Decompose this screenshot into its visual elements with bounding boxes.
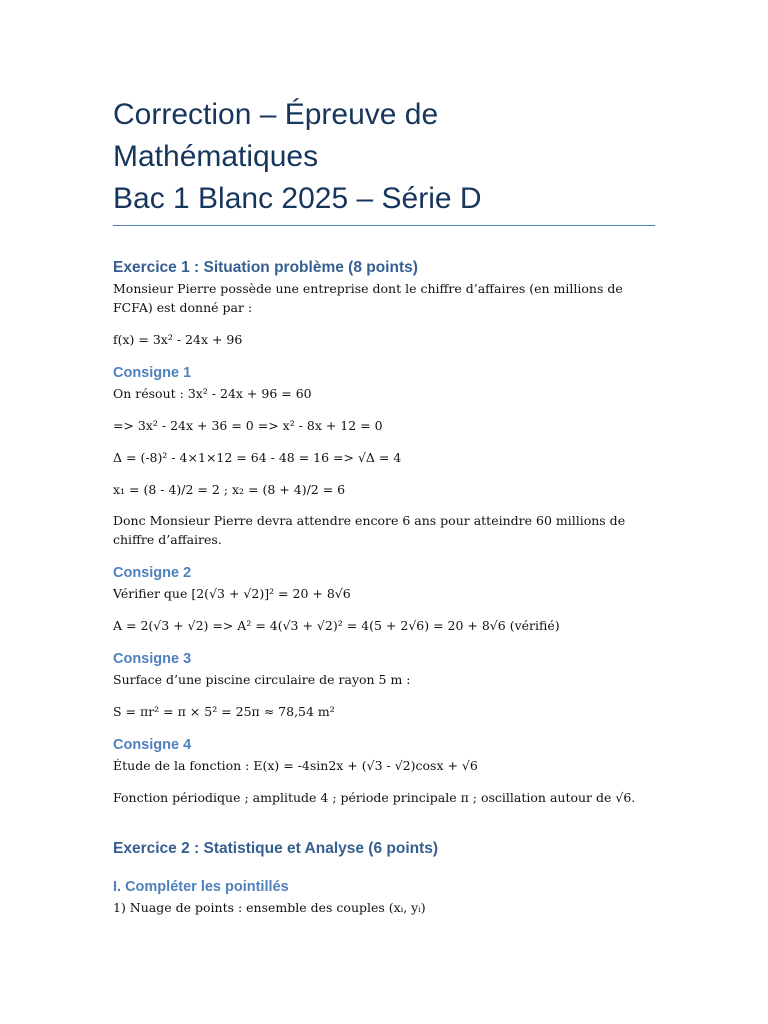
consigne-1-heading: Consigne 1 xyxy=(113,365,192,381)
consigne-1-line: => 3x² - 24x + 36 = 0 => x² - 8x + 12 = 0 xyxy=(113,418,383,433)
consigne-2-line: Vérifier que [2(√3 + √2)]² = 20 + 8√6 xyxy=(113,586,351,601)
exercise-1-heading: Exercice 1 : Situation problème (8 points) xyxy=(113,259,418,276)
consigne-4-heading: Consigne 4 xyxy=(113,737,192,753)
document-title xyxy=(113,94,658,220)
consigne-1-line: Δ = (-8)² - 4×1×12 = 64 - 48 = 16 => √Δ = 4 xyxy=(113,450,402,465)
exercise-2-heading: Exercice 2 : Statistique et Analyse (6 points) xyxy=(113,840,439,857)
consigne-1-line: x₁ = (8 - 4)/2 = 2 ; x₂ = (8 + 4)/2 = 6 xyxy=(113,482,346,497)
consigne-3-line: Surface d’une piscine circulaire de rayon 5 m : xyxy=(113,672,411,687)
section-1-line: 1) Nuage de points : ensemble des couples (xᵢ, yᵢ) xyxy=(113,900,426,915)
consigne-2-line: A = 2(√3 + √2) => A² = 4(√3 + √2)² = 4(5 + 2√6) = 20 + 8√6 (vérifié) xyxy=(113,618,560,633)
consigne-1-line: On résout : 3x² - 24x + 96 = 60 xyxy=(113,386,312,401)
exercise-1-function: f(x) = 3x² - 24x + 96 xyxy=(113,332,243,347)
title-line-2: Mathématiques xyxy=(113,140,319,173)
exercise-1-intro: Monsieur Pierre possède une entreprise dont le chiffre d’affaires (en millions de FCFA) est donné par : xyxy=(113,281,623,315)
title-line-1: Correction – Épreuve de xyxy=(113,98,439,131)
consigne-4-line: Étude de la fonction : E(x) = -4sin2x + (√3 - √2)cosx + √6 xyxy=(113,758,478,773)
title-underline xyxy=(113,225,655,226)
consigne-2-heading: Consigne 2 xyxy=(113,565,192,581)
consigne-1-conclusion: Donc Monsieur Pierre devra attendre encore 6 ans pour atteindre 60 millions de chiffre d’affaires. xyxy=(113,513,626,547)
consigne-3-line: S = πr² = π × 5² = 25π ≈ 78,54 m² xyxy=(113,704,335,719)
document-content xyxy=(113,94,658,917)
consigne-4-line: Fonction périodique ; amplitude 4 ; période principale π ; oscillation autour de √6. xyxy=(113,790,636,805)
consigne-3-heading: Consigne 3 xyxy=(113,651,192,667)
title-line-3: Bac 1 Blanc 2025 – Série D xyxy=(113,182,482,215)
section-1-heading: I. Compléter les pointillés xyxy=(113,879,289,895)
